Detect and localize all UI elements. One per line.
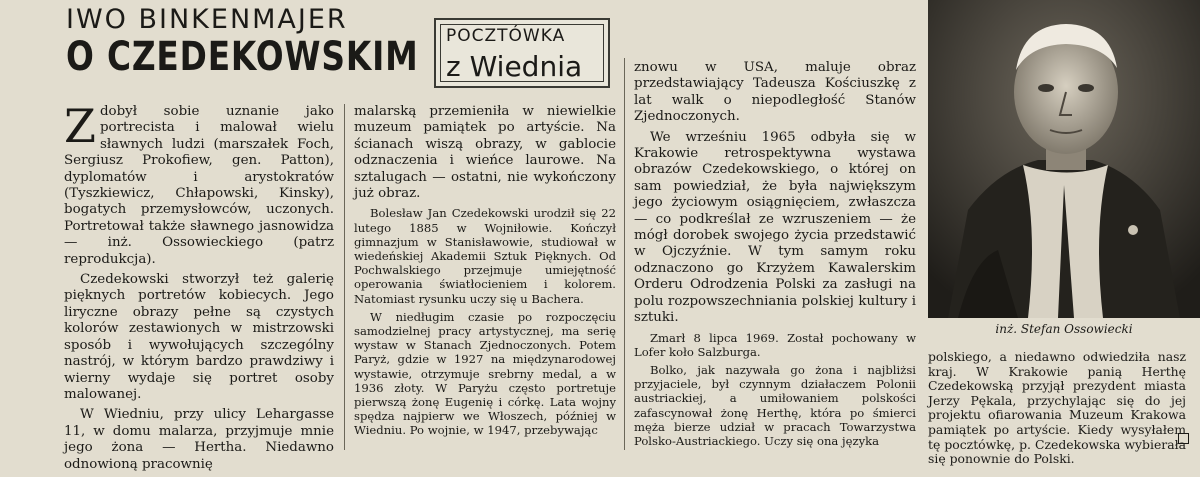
column-divider-1 — [344, 104, 345, 450]
paragraph: polskiego, a niedawno odwiedziła nasz kraj. W Krakowie panią Herthę Czedekowską przyjął prezydent miasta Jerzy Pękala, przychylając się do jej projektu ofiarowania Muzeum Krakowa pamiątek po artyście. Kiedy wysyłałem tę pocztówkę, p. Czedekowska wybierała się ponownie do Polski. — [928, 349, 1186, 467]
text-column-2 — [354, 104, 616, 442]
paragraph: znowu w USA, maluje obraz przedstawiający Tadeusza Kościuszkę z lat walk o niepodległość Stanów Zjednoczonych. — [634, 60, 916, 125]
paragraph: malarską przemieniła w niewielkie muzeum pamiątek po artyście. Na ścianach wiszą obrazy, w gablocie odznaczenia i wieńce laurowe. Na sztalugach — ostatni, nie wykończony już obraz. — [354, 104, 616, 202]
article-title: O CZEDEKOWSKIM — [66, 34, 419, 80]
column-divider-2 — [624, 58, 625, 450]
paragraph-intro — [64, 99, 334, 268]
postcard-label-bottom: z Wiednia — [446, 50, 583, 83]
text-column-3 — [634, 60, 916, 452]
paragraph: Zmarł 8 lipca 1969. Został pochowany w Lofer koło Salzburga. — [634, 330, 916, 359]
paragraph: Bolko, jak nazywała go żona i najbliżsi przyjaciele, był czynnym działaczem Polonii austriackiej, a umiłowaniem polskości zafascynował żonę Herthę, która po śmierci męża bierze udział w pracach Towarzystwa Polsko-Austriackiego. Uczy się ona języka — [634, 362, 916, 448]
drop-cap: Z — [64, 99, 96, 153]
paragraph: Czedekowski stworzył też galerię pięknych portretów kobiecych. Jego liryczne obrazy pełne są czystych kolorów zestawionych w mistrzowski sposób i wywołujących szczególny nastrój, w którym bardzo prawdziwy i wierny wydaje się portret osoby malowanej. — [64, 272, 334, 402]
paragraph-intro-text: dobył sobie uznanie jako portrecista i malował wielu sławnych ludzi (marszałek Foch, Sergiusz Prokofiew, gen. Patton), dyplomatów i arystokratów (Tyszkiewicz, Chłapowski, Kinsky), bogatych przemysłowców, uczonych. Portretował także sławnego jasnowidza — inż. Ossowieckiego (patrz reprodukcja). — [64, 104, 334, 267]
postcard-label-top: POCZTÓWKA — [446, 26, 566, 46]
text-column-4 — [928, 350, 1186, 471]
paragraph: W Wiedniu, przy ulicy Lehargasse 11, w domu malarza, przyjmuje mnie jego żona — Hertha. Niedawno odnowioną pracownię — [64, 407, 334, 472]
text-column-1 — [64, 99, 334, 477]
photo-caption: inż. Stefan Ossowiecki — [995, 322, 1133, 336]
postcard-section-label — [434, 18, 610, 88]
paragraph: Bolesław Jan Czedekowski urodził się 22 lutego 1885 w Wojniłowie. Kończył gimnazjum w Stanisławowie, studiował w wiedeńskiej Akademii Sztuk Pięknych. Od Pochwalskiego przejmuje umiejętność operowania światłocieniem i kolorem. Natomiast rysunku uczy się u Bachera. — [354, 206, 616, 306]
portrait-icon — [928, 0, 1200, 318]
portrait-photo — [928, 0, 1200, 318]
article-byline: IWO BINKENMAJER — [66, 4, 348, 35]
end-mark-icon — [1178, 433, 1189, 444]
paragraph: W niedługim czasie po rozpoczęciu samodzielnej pracy artystycznej, ma serię wystaw w Stanach Zjednoczonych. Potem Paryż, gdzie w 1927 na międzynarodowej wystawie, otrzymuje srebrny medal, a w 1936 złoty. W Paryżu często portretuje pierwszą żonę Eugenię i córkę. Lata wojny spędza najpierw we Włoszech, później w Wiedniu. Po wojnie, w 1947, przebywając — [354, 309, 616, 438]
paragraph: We wrześniu 1965 odbyła się w Krakowie retrospektywna wystawa obrazów Czedekowskiego, o której on sam powiedział, że była największym jego życiowym osiągnięciem, zwłaszcza — co podkreślał ze wzruszeniem — że mógł dorobek swojego życia przedstawić w Ojczyźnie. W tym samym roku odznaczono go Krzyżem Kawalerskim Orderu Odrodzenia Polski za zasługi na polu rozpowszechniania polskiej kultury i sztuki. — [634, 129, 916, 326]
